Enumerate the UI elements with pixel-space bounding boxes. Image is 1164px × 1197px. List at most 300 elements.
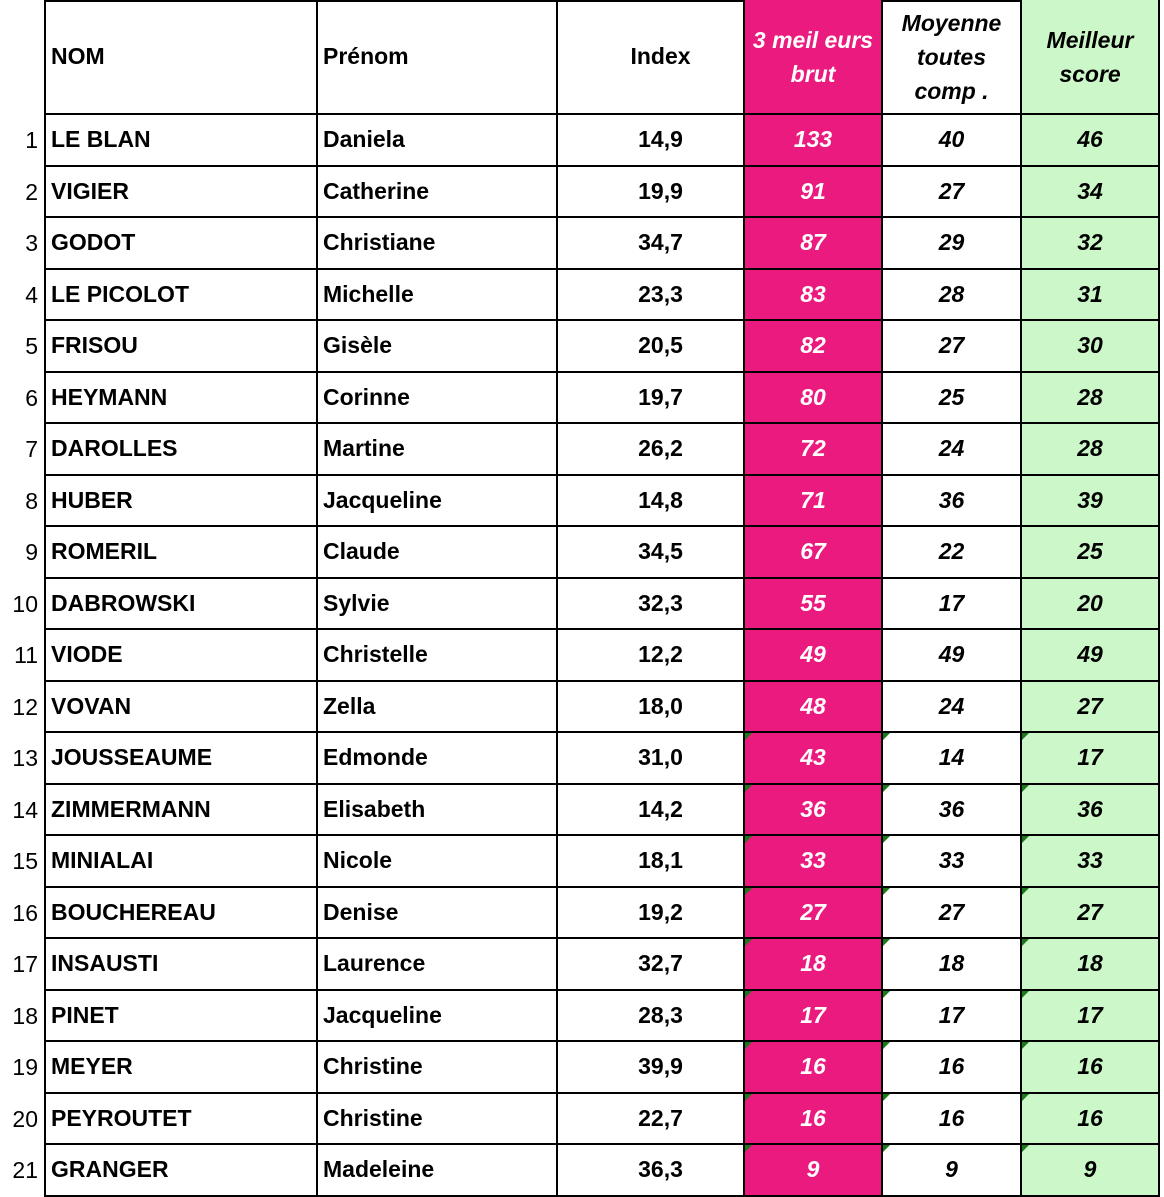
comment-marker-icon bbox=[883, 991, 890, 998]
cell-nom-text: HEYMANN bbox=[51, 383, 168, 410]
cell-prenom[interactable] bbox=[318, 1042, 558, 1094]
cell-moyenne-text: 27 bbox=[938, 332, 965, 359]
cell-meilleur[interactable] bbox=[1022, 527, 1160, 579]
cell-moyenne-text: 18 bbox=[938, 950, 965, 977]
cell-best3-text: 36 bbox=[800, 795, 826, 822]
cell-best3-text: 67 bbox=[800, 538, 826, 565]
cell-moyenne[interactable] bbox=[883, 682, 1022, 734]
cell-prenom-text: Laurence bbox=[323, 950, 426, 977]
cell-moyenne[interactable] bbox=[883, 527, 1022, 579]
cell-index[interactable] bbox=[558, 836, 745, 888]
comment-marker-icon bbox=[883, 836, 890, 843]
row-number[interactable] bbox=[0, 167, 46, 219]
cell-meilleur[interactable] bbox=[1022, 733, 1160, 785]
cell-index[interactable] bbox=[558, 218, 745, 270]
cell-best3[interactable] bbox=[745, 321, 883, 373]
comment-marker-icon bbox=[745, 836, 752, 843]
cell-prenom-text: Christelle bbox=[323, 641, 428, 668]
cell-moyenne-text: 24 bbox=[938, 435, 965, 462]
row-number-text: 20 bbox=[12, 1105, 38, 1132]
cell-index[interactable] bbox=[558, 733, 745, 785]
cell-index-text: 31,0 bbox=[638, 744, 683, 771]
cell-prenom-text: Sylvie bbox=[323, 589, 390, 616]
cell-best3[interactable] bbox=[745, 579, 883, 631]
cell-index-text: 34,5 bbox=[638, 538, 683, 565]
cell-best3-text: 18 bbox=[800, 950, 826, 977]
cell-nom-text: INSAUSTI bbox=[51, 950, 159, 977]
cell-prenom-text: Zella bbox=[323, 692, 376, 719]
cell-prenom-text: Denise bbox=[323, 898, 399, 925]
cell-best3[interactable] bbox=[745, 270, 883, 322]
cell-nom-text: ZIMMERMANN bbox=[51, 795, 211, 822]
row-number[interactable] bbox=[0, 579, 46, 631]
cell-meilleur-text: 46 bbox=[1077, 126, 1103, 153]
cell-prenom[interactable] bbox=[318, 939, 558, 991]
cell-nom[interactable] bbox=[46, 579, 318, 631]
cell-moyenne[interactable] bbox=[883, 321, 1022, 373]
cell-prenom[interactable] bbox=[318, 476, 558, 528]
cell-nom[interactable] bbox=[46, 939, 318, 991]
cell-meilleur-text: 33 bbox=[1077, 847, 1103, 874]
cell-moyenne-text: 28 bbox=[938, 280, 965, 307]
row-number-text: 15 bbox=[12, 848, 38, 875]
comment-marker-icon bbox=[1022, 836, 1029, 843]
comment-marker-icon bbox=[1022, 1042, 1029, 1049]
cell-prenom-text: Edmonde bbox=[323, 744, 428, 771]
comment-marker-icon bbox=[1022, 939, 1029, 946]
cell-index[interactable] bbox=[558, 888, 745, 940]
row-number-text: 17 bbox=[12, 951, 38, 978]
cell-moyenne[interactable] bbox=[883, 424, 1022, 476]
cell-moyenne-text: 36 bbox=[938, 795, 965, 822]
cell-nom[interactable] bbox=[46, 373, 318, 425]
cell-nom-text: VOVAN bbox=[51, 692, 132, 719]
row-number-text: 13 bbox=[12, 745, 38, 772]
cell-moyenne-text: 16 bbox=[938, 1053, 965, 1080]
cell-meilleur[interactable] bbox=[1022, 1145, 1160, 1197]
cell-best3-text: 16 bbox=[800, 1104, 826, 1131]
cell-nom[interactable] bbox=[46, 630, 318, 682]
cell-best3[interactable] bbox=[745, 527, 883, 579]
cell-nom[interactable] bbox=[46, 115, 318, 167]
cell-moyenne[interactable] bbox=[883, 733, 1022, 785]
cell-meilleur-text: 16 bbox=[1077, 1104, 1103, 1131]
cell-nom-text: GODOT bbox=[51, 229, 136, 256]
header-index[interactable]: Index bbox=[558, 0, 745, 115]
cell-nom[interactable] bbox=[46, 167, 318, 219]
cell-index-text: 14,8 bbox=[638, 486, 683, 513]
cell-nom-text: LE BLAN bbox=[51, 126, 151, 153]
cell-best3[interactable] bbox=[745, 630, 883, 682]
cell-meilleur-text: 30 bbox=[1077, 332, 1103, 359]
cell-best3[interactable] bbox=[745, 167, 883, 219]
cell-moyenne[interactable] bbox=[883, 939, 1022, 991]
cell-index[interactable] bbox=[558, 1145, 745, 1197]
cell-meilleur[interactable] bbox=[1022, 1094, 1160, 1146]
cell-best3[interactable] bbox=[745, 1145, 883, 1197]
cell-best3-text: 33 bbox=[800, 847, 826, 874]
comment-marker-icon bbox=[883, 939, 890, 946]
row-number-text: 21 bbox=[12, 1157, 38, 1184]
cell-prenom[interactable] bbox=[318, 888, 558, 940]
cell-prenom-text: Martine bbox=[323, 435, 405, 462]
cell-moyenne[interactable] bbox=[883, 1094, 1022, 1146]
cell-nom-text: VIGIER bbox=[51, 177, 129, 204]
cell-meilleur[interactable] bbox=[1022, 836, 1160, 888]
cell-meilleur[interactable] bbox=[1022, 476, 1160, 528]
row-number-text: 10 bbox=[12, 590, 38, 617]
cell-nom[interactable] bbox=[46, 424, 318, 476]
row-number[interactable] bbox=[0, 321, 46, 373]
cell-moyenne[interactable] bbox=[883, 991, 1022, 1043]
row-number[interactable] bbox=[0, 115, 46, 167]
comment-marker-icon bbox=[1022, 733, 1029, 740]
cell-prenom[interactable] bbox=[318, 579, 558, 631]
comment-marker-icon bbox=[745, 785, 752, 792]
cell-best3[interactable] bbox=[745, 733, 883, 785]
cell-prenom[interactable] bbox=[318, 1094, 558, 1146]
comment-marker-icon bbox=[883, 1094, 890, 1101]
cell-moyenne[interactable] bbox=[883, 373, 1022, 425]
cell-nom-text: ROMERIL bbox=[51, 538, 158, 565]
row-number[interactable] bbox=[0, 939, 46, 991]
cell-nom[interactable] bbox=[46, 888, 318, 940]
cell-nom[interactable] bbox=[46, 1094, 318, 1146]
row-number-text: 4 bbox=[25, 281, 38, 308]
cell-meilleur-text: 28 bbox=[1077, 435, 1103, 462]
comment-marker-icon bbox=[745, 733, 752, 740]
cell-index[interactable] bbox=[558, 476, 745, 528]
row-number[interactable] bbox=[0, 836, 46, 888]
cell-nom[interactable] bbox=[46, 1042, 318, 1094]
cell-meilleur[interactable] bbox=[1022, 888, 1160, 940]
cell-nom-text: PEYROUTET bbox=[51, 1104, 192, 1131]
corner-cell[interactable] bbox=[0, 0, 46, 115]
cell-index[interactable] bbox=[558, 630, 745, 682]
cell-best3-text: 16 bbox=[800, 1053, 826, 1080]
cell-moyenne-text: 9 bbox=[945, 1156, 958, 1183]
cell-index[interactable] bbox=[558, 424, 745, 476]
cell-meilleur-text: 49 bbox=[1077, 641, 1103, 668]
cell-prenom[interactable] bbox=[318, 785, 558, 837]
cell-index[interactable] bbox=[558, 991, 745, 1043]
cell-meilleur[interactable] bbox=[1022, 321, 1160, 373]
cell-prenom-text: Michelle bbox=[323, 280, 414, 307]
cell-prenom-text: Christiane bbox=[323, 229, 436, 256]
cell-moyenne-text: 27 bbox=[938, 177, 965, 204]
cell-meilleur-text: 27 bbox=[1077, 692, 1103, 719]
cell-best3-text: 80 bbox=[800, 383, 826, 410]
cell-moyenne[interactable] bbox=[883, 579, 1022, 631]
cell-index-text: 14,2 bbox=[638, 795, 683, 822]
cell-index[interactable] bbox=[558, 167, 745, 219]
cell-best3[interactable] bbox=[745, 1042, 883, 1094]
row-number[interactable] bbox=[0, 424, 46, 476]
row-number-text: 12 bbox=[12, 693, 38, 720]
row-number[interactable] bbox=[0, 733, 46, 785]
cell-moyenne[interactable] bbox=[883, 270, 1022, 322]
cell-moyenne-text: 14 bbox=[938, 744, 965, 771]
row-number[interactable] bbox=[0, 218, 46, 270]
cell-best3[interactable] bbox=[745, 888, 883, 940]
row-number-text: 9 bbox=[25, 539, 38, 566]
comment-marker-icon bbox=[1022, 991, 1029, 998]
cell-index[interactable] bbox=[558, 785, 745, 837]
cell-prenom-text: Jacqueline bbox=[323, 486, 442, 513]
cell-meilleur[interactable] bbox=[1022, 785, 1160, 837]
cell-nom[interactable] bbox=[46, 733, 318, 785]
cell-moyenne[interactable] bbox=[883, 476, 1022, 528]
cell-best3[interactable] bbox=[745, 424, 883, 476]
cell-meilleur-text: 18 bbox=[1077, 950, 1103, 977]
cell-nom[interactable] bbox=[46, 991, 318, 1043]
cell-prenom-text: Catherine bbox=[323, 177, 430, 204]
cell-index-text: 34,7 bbox=[638, 229, 683, 256]
cell-prenom[interactable] bbox=[318, 270, 558, 322]
cell-moyenne-text: 17 bbox=[938, 589, 965, 616]
header-prenom[interactable]: Prénom bbox=[318, 0, 558, 115]
header-nom[interactable]: NOM bbox=[46, 0, 318, 115]
header-best3[interactable]: 3 meil eurs brut bbox=[745, 0, 883, 115]
cell-index-text: 36,3 bbox=[638, 1156, 683, 1183]
cell-nom[interactable] bbox=[46, 682, 318, 734]
cell-nom[interactable] bbox=[46, 836, 318, 888]
cell-moyenne[interactable] bbox=[883, 630, 1022, 682]
cell-index-text: 18,1 bbox=[638, 847, 683, 874]
cell-moyenne-text: 49 bbox=[938, 641, 965, 668]
row-number-text: 19 bbox=[12, 1054, 38, 1081]
cell-prenom-text: Nicole bbox=[323, 847, 393, 874]
row-number-text: 5 bbox=[25, 333, 38, 360]
comment-marker-icon bbox=[1022, 785, 1029, 792]
cell-best3[interactable] bbox=[745, 218, 883, 270]
comment-marker-icon bbox=[883, 888, 890, 895]
row-number-text: 11 bbox=[14, 642, 38, 669]
cell-prenom-text: Madeleine bbox=[323, 1156, 435, 1183]
cell-prenom-text: Jacqueline bbox=[323, 1001, 442, 1028]
header-meilleur[interactable]: Meilleur score bbox=[1022, 0, 1160, 115]
row-number-text: 1 bbox=[25, 127, 38, 154]
cell-best3-text: 49 bbox=[800, 641, 826, 668]
cell-nom[interactable] bbox=[46, 1145, 318, 1197]
cell-nom-text: DAROLLES bbox=[51, 435, 178, 462]
cell-meilleur-text: 36 bbox=[1077, 795, 1103, 822]
cell-meilleur[interactable] bbox=[1022, 218, 1160, 270]
header-moyenne[interactable]: Moyenne toutes comp . bbox=[883, 0, 1022, 115]
row-number-text: 6 bbox=[25, 384, 38, 411]
cell-best3[interactable] bbox=[745, 785, 883, 837]
cell-meilleur-text: 32 bbox=[1077, 229, 1103, 256]
cell-index[interactable] bbox=[558, 373, 745, 425]
cell-best3-text: 27 bbox=[800, 898, 826, 925]
cell-nom-text: GRANGER bbox=[51, 1156, 169, 1183]
cell-index-text: 19,2 bbox=[638, 898, 683, 925]
cell-prenom[interactable] bbox=[318, 527, 558, 579]
cell-best3-text: 17 bbox=[800, 1001, 826, 1028]
cell-meilleur-text: 31 bbox=[1077, 280, 1103, 307]
cell-moyenne-text: 22 bbox=[938, 538, 965, 565]
cell-best3[interactable] bbox=[745, 115, 883, 167]
row-number[interactable] bbox=[0, 630, 46, 682]
cell-nom-text: MINIALAI bbox=[51, 847, 154, 874]
comment-marker-icon bbox=[745, 888, 752, 895]
row-number-text: 2 bbox=[25, 178, 38, 205]
cell-best3-text: 87 bbox=[800, 229, 826, 256]
cell-index[interactable] bbox=[558, 270, 745, 322]
cell-meilleur[interactable] bbox=[1022, 682, 1160, 734]
comment-marker-icon bbox=[745, 939, 752, 946]
cell-meilleur[interactable] bbox=[1022, 630, 1160, 682]
cell-best3-text: 72 bbox=[800, 435, 826, 462]
cell-index[interactable] bbox=[558, 115, 745, 167]
cell-meilleur-text: 9 bbox=[1083, 1156, 1097, 1183]
cell-meilleur[interactable] bbox=[1022, 270, 1160, 322]
cell-meilleur[interactable] bbox=[1022, 991, 1160, 1043]
cell-moyenne-text: 29 bbox=[938, 229, 965, 256]
cell-prenom[interactable] bbox=[318, 991, 558, 1043]
cell-index-text: 19,9 bbox=[638, 177, 683, 204]
cell-meilleur[interactable] bbox=[1022, 579, 1160, 631]
cell-nom-text: JOUSSEAUME bbox=[51, 744, 213, 771]
cell-moyenne-text: 25 bbox=[938, 383, 965, 410]
cell-moyenne[interactable] bbox=[883, 888, 1022, 940]
cell-best3[interactable] bbox=[745, 373, 883, 425]
cell-best3[interactable] bbox=[745, 476, 883, 528]
row-number[interactable] bbox=[0, 785, 46, 837]
row-number-text: 18 bbox=[12, 1002, 38, 1029]
cell-prenom[interactable] bbox=[318, 733, 558, 785]
cell-meilleur[interactable] bbox=[1022, 373, 1160, 425]
cell-best3-text: 133 bbox=[793, 126, 833, 153]
cell-moyenne[interactable] bbox=[883, 785, 1022, 837]
cell-moyenne-text: 33 bbox=[938, 847, 965, 874]
cell-meilleur-text: 27 bbox=[1077, 898, 1103, 925]
cell-nom-text: PINET bbox=[51, 1001, 119, 1028]
cell-index-text: 39,9 bbox=[638, 1053, 683, 1080]
cell-prenom[interactable] bbox=[318, 218, 558, 270]
cell-prenom[interactable] bbox=[318, 115, 558, 167]
cell-moyenne[interactable] bbox=[883, 836, 1022, 888]
comment-marker-icon bbox=[1022, 888, 1029, 895]
cell-nom[interactable] bbox=[46, 476, 318, 528]
cell-nom-text: HUBER bbox=[51, 486, 133, 513]
cell-index-text: 32,3 bbox=[638, 589, 683, 616]
cell-prenom-text: Christine bbox=[323, 1053, 423, 1080]
cell-best3[interactable] bbox=[745, 682, 883, 734]
cell-nom-text: FRISOU bbox=[51, 332, 138, 359]
cell-prenom[interactable] bbox=[318, 167, 558, 219]
cell-index[interactable] bbox=[558, 1094, 745, 1146]
comment-marker-icon bbox=[745, 1042, 752, 1049]
cell-index-text: 19,7 bbox=[638, 383, 683, 410]
cell-moyenne[interactable] bbox=[883, 115, 1022, 167]
comment-marker-icon bbox=[883, 1145, 890, 1152]
cell-prenom[interactable] bbox=[318, 836, 558, 888]
cell-meilleur[interactable] bbox=[1022, 115, 1160, 167]
cell-nom[interactable] bbox=[46, 218, 318, 270]
cell-best3-text: 71 bbox=[800, 486, 826, 513]
cell-prenom[interactable] bbox=[318, 424, 558, 476]
cell-index[interactable] bbox=[558, 1042, 745, 1094]
cell-index[interactable] bbox=[558, 527, 745, 579]
cell-best3-text: 43 bbox=[800, 744, 826, 771]
cell-index-text: 14,9 bbox=[638, 126, 683, 153]
cell-nom[interactable] bbox=[46, 321, 318, 373]
cell-index[interactable] bbox=[558, 579, 745, 631]
cell-best3[interactable] bbox=[745, 939, 883, 991]
cell-index[interactable] bbox=[558, 321, 745, 373]
cell-prenom[interactable] bbox=[318, 373, 558, 425]
row-number-text: 14 bbox=[12, 796, 38, 823]
cell-index[interactable] bbox=[558, 939, 745, 991]
row-number[interactable] bbox=[0, 527, 46, 579]
cell-moyenne-text: 27 bbox=[938, 898, 965, 925]
cell-index-text: 23,3 bbox=[638, 280, 683, 307]
cell-nom-text: MEYER bbox=[51, 1053, 133, 1080]
cell-prenom[interactable] bbox=[318, 321, 558, 373]
cell-meilleur-text: 20 bbox=[1077, 589, 1103, 616]
comment-marker-icon bbox=[883, 785, 890, 792]
cell-meilleur-text: 16 bbox=[1077, 1053, 1103, 1080]
row-number[interactable] bbox=[0, 682, 46, 734]
row-number[interactable] bbox=[0, 1042, 46, 1094]
row-number[interactable] bbox=[0, 1145, 46, 1197]
cell-nom[interactable] bbox=[46, 527, 318, 579]
cell-moyenne[interactable] bbox=[883, 218, 1022, 270]
cell-moyenne[interactable] bbox=[883, 1145, 1022, 1197]
cell-prenom[interactable] bbox=[318, 630, 558, 682]
cell-nom[interactable] bbox=[46, 785, 318, 837]
cell-meilleur[interactable] bbox=[1022, 167, 1160, 219]
row-number[interactable] bbox=[0, 1094, 46, 1146]
cell-prenom[interactable] bbox=[318, 682, 558, 734]
comment-marker-icon bbox=[745, 991, 752, 998]
cell-moyenne[interactable] bbox=[883, 1042, 1022, 1094]
cell-meilleur-text: 17 bbox=[1077, 744, 1103, 771]
cell-best3[interactable] bbox=[745, 991, 883, 1043]
cell-nom-text: LE PICOLOT bbox=[51, 280, 189, 307]
row-number[interactable] bbox=[0, 270, 46, 322]
cell-best3[interactable] bbox=[745, 1094, 883, 1146]
cell-moyenne-text: 17 bbox=[938, 1001, 965, 1028]
cell-prenom-text: Elisabeth bbox=[323, 795, 426, 822]
cell-prenom[interactable] bbox=[318, 1145, 558, 1197]
cell-index-text: 28,3 bbox=[638, 1001, 683, 1028]
row-number[interactable] bbox=[0, 476, 46, 528]
row-number[interactable] bbox=[0, 373, 46, 425]
cell-index-text: 20,5 bbox=[638, 332, 683, 359]
cell-meilleur[interactable] bbox=[1022, 424, 1160, 476]
cell-moyenne-text: 40 bbox=[938, 126, 965, 153]
row-number[interactable] bbox=[0, 888, 46, 940]
cell-index[interactable] bbox=[558, 682, 745, 734]
comment-marker-icon bbox=[1022, 1094, 1029, 1101]
cell-best3[interactable] bbox=[745, 836, 883, 888]
cell-moyenne[interactable] bbox=[883, 167, 1022, 219]
cell-nom[interactable] bbox=[46, 270, 318, 322]
cell-nom-text: BOUCHEREAU bbox=[51, 898, 216, 925]
cell-index-text: 26,2 bbox=[638, 435, 683, 462]
cell-meilleur-text: 25 bbox=[1077, 538, 1103, 565]
row-number[interactable] bbox=[0, 991, 46, 1043]
cell-meilleur[interactable] bbox=[1022, 939, 1160, 991]
row-number-text: 3 bbox=[25, 230, 38, 257]
cell-meilleur[interactable] bbox=[1022, 1042, 1160, 1094]
cell-best3-text: 48 bbox=[800, 692, 826, 719]
cell-best3-text: 9 bbox=[806, 1156, 820, 1183]
cell-moyenne-text: 24 bbox=[938, 692, 965, 719]
row-number-text: 8 bbox=[25, 487, 38, 514]
